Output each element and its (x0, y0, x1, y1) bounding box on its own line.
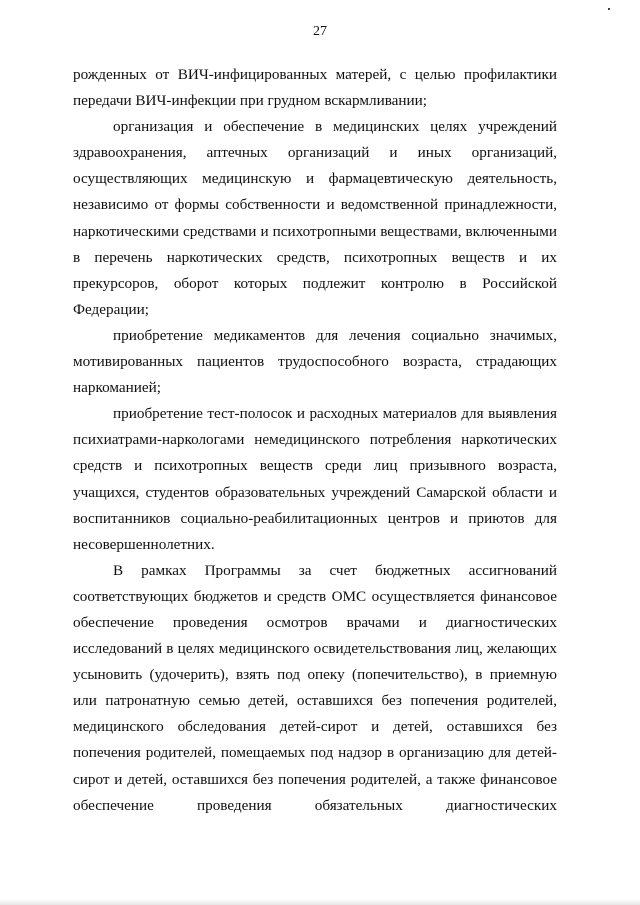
page-number: 27 (313, 24, 327, 39)
scan-mark (608, 8, 610, 10)
paragraph-test-strips: приобретение тест-полосок и расходных материалов для выявления психиатрами-наркологами немедицинского потребления наркотических средств и психотропных веществ среди лиц призывного возраста, учащихся, студентов образовательных учреждений Самарской области и воспитанников социально-реабилитационных центров и приютов для несовершеннолетних. (73, 405, 557, 553)
paragraph-continuation: рожденных от ВИЧ-инфицированных матерей, с целью профилактики передачи ВИЧ-инфекции при грудном вскармливании; (73, 66, 557, 110)
document-body (73, 62, 557, 819)
paragraph-narcotic-supply: организация и обеспечение в медицинских целях учреждений здравоохранения, аптечных организаций и иных организаций, осуществляющих медицинскую и фармацевтическую деятельность, независимо от формы собственности и ведомственной принадлежности, наркотическими средствами и психотропными веществами, включенными в перечень наркотических средств, психотропных веществ и их прекурсоров, оборот которых подлежит контролю в Российской Федерации; (73, 118, 557, 318)
paragraph-program-financing: В рамках Программы за счет бюджетных ассигнований соответствующих бюджетов и средств ОМС осуществляется финансовое обеспечение проведения осмотров врачами и диагностических исследований в целях медицинского освидетельствования лиц, желающих усыновить (удочерить), взять под опеку (попечительство), в приемную или патронатную семью детей, оставшихся без попечения родителей, медицинского обследования детей-сирот и детей, оставшихся без попечения родителей, помещаемых под надзор в организацию для детей-сирот и детей, оставшихся без попечения родителей, а также финансовое обеспечение проведения обязательных диагностических (73, 561, 557, 814)
paragraph-medication-purchase: приобретение медикаментов для лечения социально значимых, мотивированных пациентов трудоспособного возраста, страдающих наркоманией; (73, 326, 557, 397)
page-bottom-edge (0, 899, 640, 905)
